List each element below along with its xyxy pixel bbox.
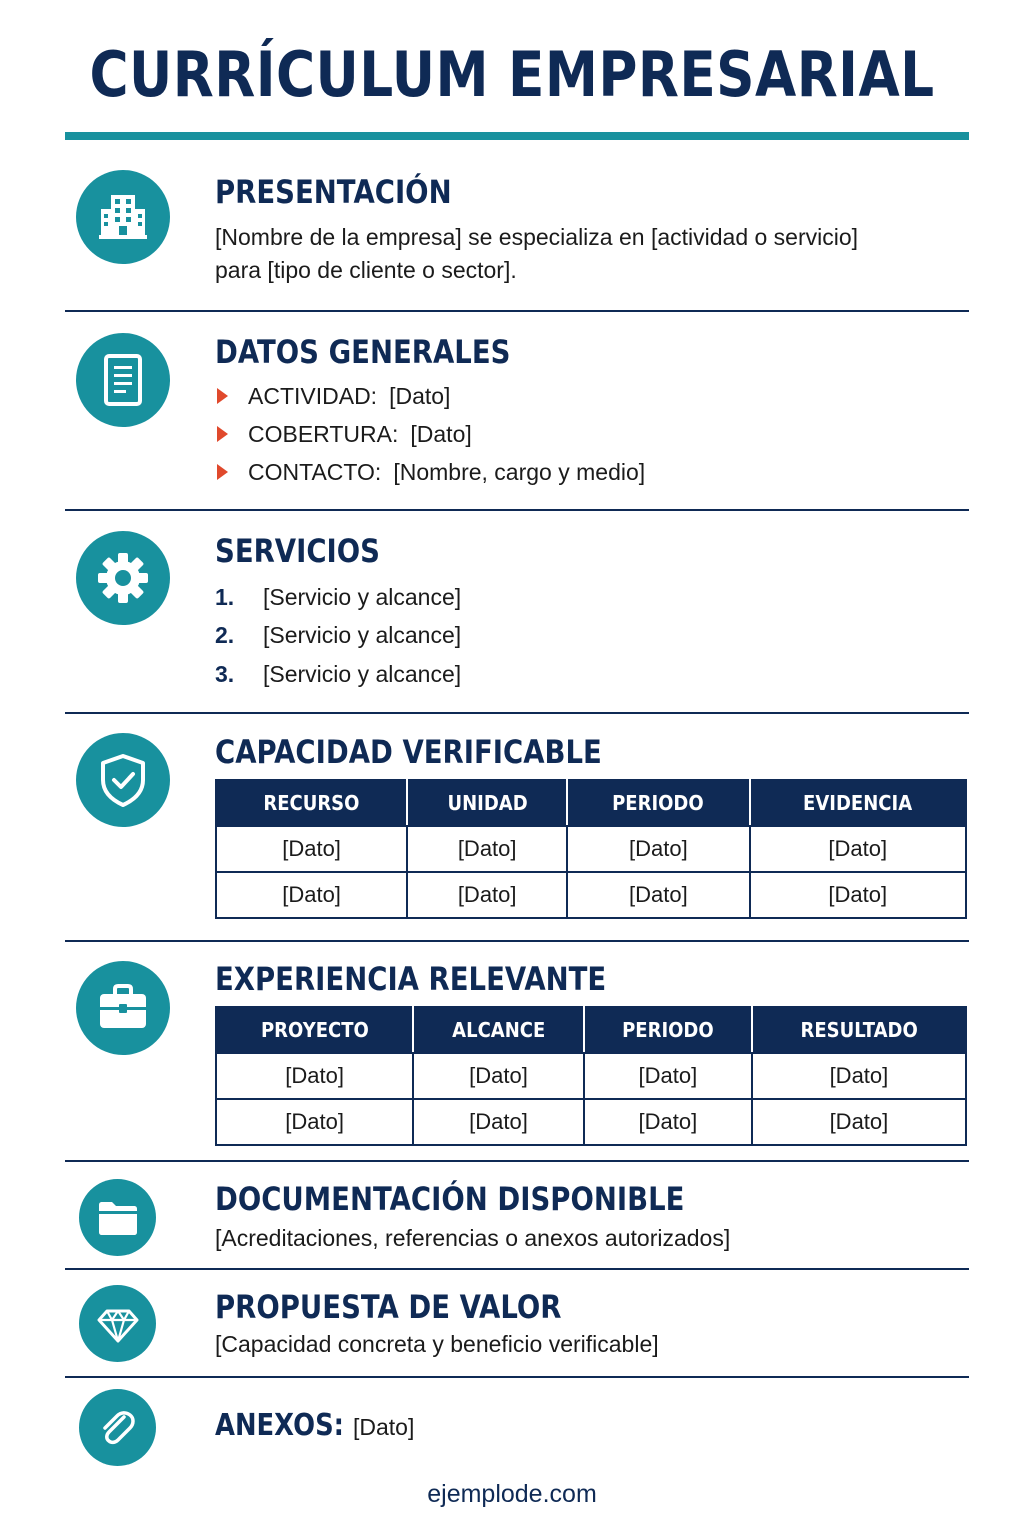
item-number: 2. [215, 621, 235, 648]
shield-check-icon [76, 733, 170, 827]
building-icon [76, 170, 170, 264]
section-divider [65, 940, 969, 942]
section-divider [65, 310, 969, 312]
experiencia-title: EXPERIENCIA RELEVANTE [215, 960, 607, 998]
document-icon [76, 333, 170, 427]
title-underline [65, 132, 969, 140]
table-header-row [216, 780, 966, 826]
diamond-icon [79, 1285, 156, 1362]
capacidad-title: CAPACIDAD VERIFICABLE [215, 733, 602, 771]
section-divider [65, 712, 969, 714]
folder-icon [79, 1179, 156, 1256]
anexos-row [215, 1408, 414, 1443]
column-header: RECURSO [216, 780, 407, 826]
list-item [215, 659, 461, 689]
item-number: 3. [215, 660, 235, 687]
item-label: CONTACTO: [248, 458, 382, 485]
experiencia-table [215, 1006, 967, 1146]
presentacion-line-1: [Nombre de la empresa] se especializa en [actividad o servicio] [215, 224, 859, 250]
item-value: [Dato] [389, 382, 451, 409]
item-text: [Servicio y alcance] [263, 660, 462, 687]
table-cell: [Dato] [752, 1053, 966, 1099]
documentacion-title: DOCUMENTACIÓN DISPONIBLE [215, 1180, 685, 1218]
table-cell: [Dato] [413, 1053, 584, 1099]
list-item [215, 620, 461, 650]
section-divider [65, 1160, 969, 1162]
table-cell: [Dato] [752, 1099, 966, 1145]
briefcase-icon [76, 961, 170, 1055]
item-text: [Servicio y alcance] [263, 621, 462, 648]
table-cell: [Dato] [407, 872, 567, 918]
section-divider [65, 1376, 969, 1378]
capacidad-table [215, 779, 967, 919]
table-cell: [Dato] [216, 1053, 413, 1099]
table-cell: [Dato] [216, 872, 407, 918]
item-value: [Dato] [410, 420, 472, 447]
table-row [216, 826, 966, 872]
column-header: PERIODO [567, 780, 749, 826]
table-cell: [Dato] [216, 1099, 413, 1145]
table-cell: [Dato] [750, 872, 966, 918]
table-cell: [Dato] [407, 826, 567, 872]
column-header: EVIDENCIA [750, 780, 966, 826]
item-text: [Servicio y alcance] [263, 583, 462, 610]
datos-generales-title: DATOS GENERALES [215, 333, 511, 371]
item-number: 1. [215, 583, 235, 610]
column-header: ALCANCE [413, 1007, 584, 1053]
presentacion-title: PRESENTACIÓN [215, 173, 452, 211]
bullet-arrow-icon [217, 426, 228, 442]
table-row [216, 1099, 966, 1145]
footer-website: ejemplode.com [427, 1480, 597, 1508]
list-item [215, 582, 461, 612]
table-row [216, 872, 966, 918]
list-item [215, 419, 472, 449]
table-cell: [Dato] [567, 872, 749, 918]
paperclip-icon [79, 1389, 156, 1466]
list-item [215, 457, 645, 487]
propuesta-title: PROPUESTA DE VALOR [215, 1288, 562, 1326]
section-divider [65, 1268, 969, 1270]
servicios-title: SERVICIOS [215, 532, 380, 570]
presentacion-line-2: para [tipo de cliente o sector]. [215, 257, 517, 283]
table-row [216, 1053, 966, 1099]
table-header-row [216, 1007, 966, 1053]
anexos-label: ANEXOS: [215, 1408, 344, 1443]
documentacion-text: [Acreditaciones, referencias o anexos autorizados] [215, 1225, 731, 1251]
item-label: ACTIVIDAD: [248, 382, 378, 409]
column-header: RESULTADO [752, 1007, 966, 1053]
gear-icon [76, 531, 170, 625]
list-item [215, 381, 450, 411]
section-divider [65, 509, 969, 511]
column-header: PERIODO [584, 1007, 752, 1053]
table-cell: [Dato] [216, 826, 407, 872]
column-header: UNIDAD [407, 780, 567, 826]
bullet-arrow-icon [217, 388, 228, 404]
column-header: PROYECTO [216, 1007, 413, 1053]
propuesta-text: [Capacidad concreta y beneficio verificable] [215, 1331, 659, 1357]
table-cell: [Dato] [413, 1099, 584, 1145]
item-value: [Nombre, cargo y medio] [393, 458, 646, 485]
table-cell: [Dato] [567, 826, 749, 872]
table-cell: [Dato] [584, 1099, 752, 1145]
anexos-value: [Dato] [353, 1414, 415, 1440]
bullet-arrow-icon [217, 464, 228, 480]
page-title: CURRÍCULUM EMPRESARIAL [89, 38, 935, 111]
table-cell: [Dato] [584, 1053, 752, 1099]
table-cell: [Dato] [750, 826, 966, 872]
item-label: COBERTURA: [248, 420, 399, 447]
